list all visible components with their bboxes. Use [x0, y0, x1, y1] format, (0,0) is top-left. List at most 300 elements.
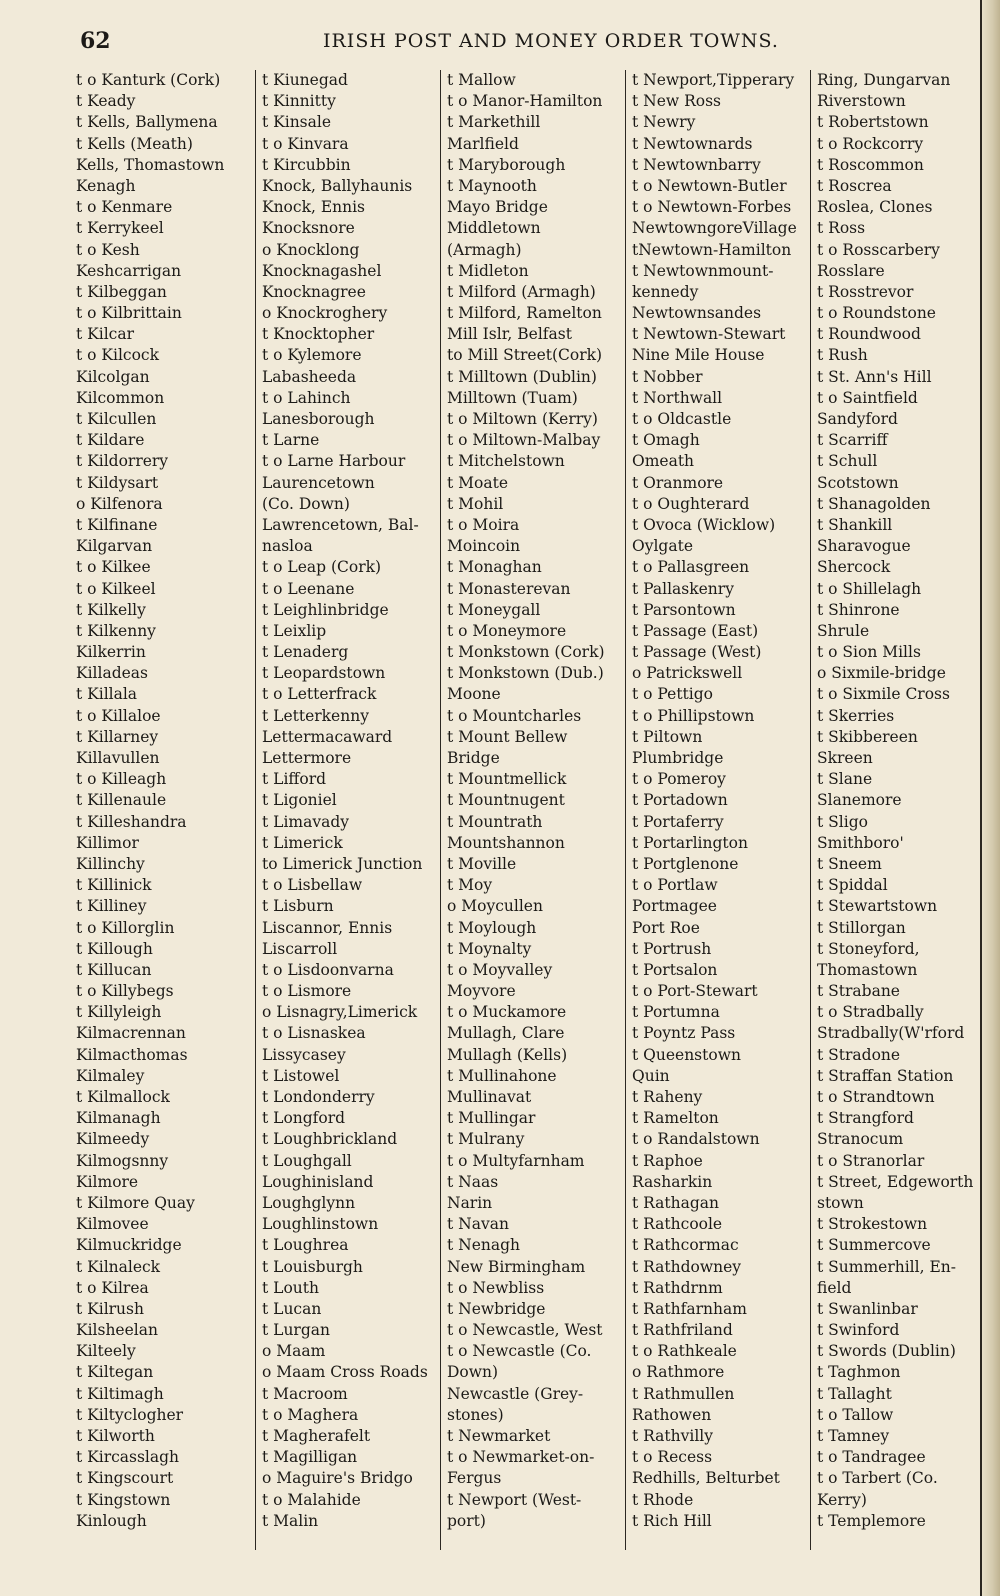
town-entry: t o Malahide: [262, 1490, 361, 1509]
town-entry: Oylgate: [632, 537, 693, 556]
town-entry: Knock, Ballyhaunis: [262, 176, 413, 195]
town-entry: Knock, Ennis: [262, 198, 366, 217]
town-entry: Liscarroll: [262, 939, 338, 958]
town-entry: t Monkstown (Dub.): [447, 664, 604, 683]
town-entry: port): [447, 1511, 486, 1530]
town-entry: Mountshannon: [447, 833, 565, 852]
town-entry: t Taghmon: [817, 1363, 901, 1382]
town-entry: t Roundwood: [817, 325, 921, 344]
town-entry: t Kildare: [76, 431, 145, 450]
town-entry: t o Phillipstown: [632, 706, 755, 725]
town-entry: o Sixmile-bridge: [817, 664, 946, 683]
town-entry: t Kiltyclogher: [76, 1405, 184, 1424]
town-entry: t o Muckamore: [447, 1003, 567, 1022]
town-entry: t o Tallow: [817, 1405, 894, 1424]
town-entry: t Skerries: [817, 706, 895, 725]
town-entry: t Templemore: [817, 1511, 926, 1530]
column-1: [70, 70, 255, 1550]
town-entry: t Roscrea: [817, 176, 892, 195]
town-entry: t o Newtown-Forbes: [632, 198, 792, 217]
town-entry: t o Kilcock: [76, 346, 159, 365]
town-entry: t Nenagh: [447, 1236, 521, 1255]
town-entry: t Monkstown (Cork): [447, 643, 605, 662]
town-entry: Ring, Dungarvan: [817, 71, 951, 89]
town-entry: t Markethill: [447, 113, 541, 132]
town-entry: t Leixlip: [262, 621, 327, 640]
town-entry: t Kilmore Quay: [76, 1193, 195, 1212]
town-entry: t o Maghera: [262, 1405, 359, 1424]
town-entry: t o Randalstown: [632, 1130, 760, 1149]
town-entry: Roslea, Clones: [817, 198, 933, 217]
town-entry: Labasheeda: [262, 367, 357, 386]
town-entry: t Lenaderg: [262, 643, 349, 662]
town-entry: o Knocklong: [262, 240, 360, 259]
town-entry: Knocknagree: [262, 282, 366, 301]
town-entry: t o Kilrea: [76, 1278, 149, 1297]
town-entry: o Kilfenora: [76, 494, 163, 513]
town-entry: t o Kylemore: [262, 346, 362, 365]
town-entry: Kilmacthomas: [76, 1045, 188, 1064]
column-3: [440, 70, 625, 1550]
town-entry: Lettermacaward: [262, 727, 393, 746]
town-entry: t St. Ann's Hill: [817, 367, 932, 386]
town-entry: t Kells, Ballymena: [76, 113, 218, 132]
town-entry: t Kircasslagh: [76, 1448, 180, 1467]
town-entry: t Sneem: [817, 854, 882, 873]
town-entry: t Shanagolden: [817, 494, 931, 513]
town-entry: t Rathfriland: [632, 1321, 733, 1340]
town-entry: t Kilkenny: [76, 621, 156, 640]
town-entry: t Longford: [262, 1109, 346, 1128]
town-entry: t Nobber: [632, 367, 703, 386]
town-entry: to Mill Street(Cork): [447, 346, 603, 365]
town-entry: Shercock: [817, 558, 891, 577]
town-entry: Shrule: [817, 621, 870, 640]
town-entry: t o Shillelagh: [817, 579, 922, 598]
town-entry: t Newport (West-: [447, 1490, 582, 1509]
town-entry: Sandyford: [817, 410, 898, 428]
town-entry: t Kilmallock: [76, 1088, 170, 1106]
town-entry: Rosslare: [817, 261, 885, 280]
town-entry: t Stradone: [817, 1045, 901, 1064]
town-entry: Kilmovee: [76, 1215, 149, 1234]
town-entry: Stranocum: [817, 1130, 904, 1149]
town-entry: Omeath: [632, 452, 695, 471]
town-entry: t Monasterevan: [447, 579, 571, 598]
town-entry: t Stillorgan: [817, 918, 906, 937]
town-entry: t Shinrone: [817, 600, 900, 619]
town-entry: t Loughgall: [262, 1151, 352, 1170]
town-entry: t New Ross: [632, 92, 721, 111]
town-entry: t o Larne Harbour: [262, 452, 406, 471]
town-entry: Rathowen: [632, 1405, 712, 1424]
town-entry: t Lucan: [262, 1299, 322, 1318]
town-entry: stones): [447, 1405, 504, 1424]
town-entry: t Lifford: [262, 770, 327, 789]
town-entry: t Moate: [447, 473, 509, 492]
town-entry: t Malin: [262, 1511, 319, 1530]
town-entry: t Killeshandra: [76, 812, 187, 831]
town-entry: t Rosstrevor: [817, 282, 914, 301]
town-entry: t Rathmullen: [632, 1384, 735, 1403]
town-entry: t o Leap (Cork): [262, 558, 382, 577]
town-entry: Stradbally(W'rford: [817, 1024, 965, 1043]
town-entry: Kilgarvan: [76, 537, 153, 556]
town-entry: Lissycasey: [262, 1045, 346, 1064]
town-entry: t o Moira: [447, 515, 520, 534]
town-entry: t o Saintfield: [817, 388, 918, 407]
town-entry: t Kildysart: [76, 473, 159, 492]
town-entry: t Magherafelt: [262, 1427, 371, 1445]
town-entry: t Navan: [447, 1215, 509, 1234]
town-entry: t Strabane: [817, 982, 900, 1001]
town-entry: t Tallaght: [817, 1384, 892, 1403]
town-entry: Slanemore: [817, 791, 902, 810]
town-entry: t Rich Hill: [632, 1511, 712, 1530]
town-entry: Moincoin: [447, 537, 521, 556]
town-entry: Middletown: [447, 219, 541, 238]
town-entry: t Swanlinbar: [817, 1299, 918, 1318]
town-entry: t Mountrath: [447, 812, 543, 831]
town-entry: Rasharkin: [632, 1172, 713, 1191]
town-entry: t Portsalon: [632, 960, 718, 979]
town-entry: t Mountmellick: [447, 770, 567, 789]
town-entry: t Killarney: [76, 727, 159, 746]
town-entry: Knocksnore: [262, 219, 355, 238]
town-entry: Moyvore: [447, 982, 516, 1001]
town-entry: t Raheny: [632, 1088, 703, 1106]
town-entry: t Straffan Station: [817, 1066, 954, 1085]
town-entry: t Ligoniel: [262, 791, 337, 810]
town-entry: t Rathvilly: [632, 1427, 714, 1445]
town-entry: t Loughrea: [262, 1236, 349, 1255]
town-entry: t Mallow: [447, 71, 516, 89]
town-entry: Plumbridge: [632, 749, 724, 767]
town-entry: t Swinford: [817, 1321, 900, 1340]
town-entry: Kilcommon: [76, 388, 165, 407]
town-entry: Milltown (Tuam): [447, 388, 578, 407]
town-entry: t Newtownbarry: [632, 155, 761, 174]
town-entry: t Killiney: [76, 897, 147, 916]
town-entry: Newtownsandes: [632, 304, 762, 323]
town-entry: Killimor: [76, 833, 139, 852]
town-entry: o Maam: [262, 1342, 326, 1361]
town-entry: t o Strandtown: [817, 1088, 935, 1106]
town-entry: Kilsheelan: [76, 1321, 158, 1340]
column-5: [810, 70, 975, 1550]
town-entry: o Maam Cross Roads: [262, 1363, 428, 1382]
town-entry: t Swords (Dublin): [817, 1342, 956, 1361]
page-edge: [980, 0, 1000, 1596]
town-entry: stown: [817, 1193, 864, 1212]
town-entry: t Louth: [262, 1278, 319, 1297]
town-entry: t Roscommon: [817, 155, 924, 174]
town-entry: t o Oughterard: [632, 494, 750, 513]
town-entry: t o Pomeroy: [632, 770, 726, 789]
town-entry: Bridge: [447, 749, 500, 767]
town-entry: t Killucan: [76, 960, 152, 979]
town-entry: t Newtownards: [632, 134, 753, 153]
town-entry: o Rathmore: [632, 1363, 725, 1382]
town-entry: t Louisburgh: [262, 1257, 363, 1276]
town-entry: o Patrickswell: [632, 664, 743, 683]
town-entry: t Knocktopher: [262, 325, 375, 344]
town-entry: Mullagh, Clare: [447, 1024, 565, 1043]
town-entry: Narin: [447, 1193, 493, 1212]
town-entry: Liscannor, Ennis: [262, 918, 393, 937]
town-entry: t o Pallasgreen: [632, 558, 750, 577]
town-entry: Laurencetown: [262, 473, 375, 492]
town-entry: t o Oldcastle: [632, 410, 732, 428]
town-entry: t Kilkelly: [76, 600, 146, 619]
town-entry: t Kilnaleck: [76, 1257, 161, 1276]
town-entry: t Newry: [632, 113, 696, 132]
town-entry: t o Newcastle (Co.: [447, 1342, 592, 1361]
town-entry: o Moycullen: [447, 897, 543, 916]
town-entry: t Keady: [76, 92, 136, 111]
town-entry: t o Stranorlar: [817, 1151, 925, 1170]
town-entry: Kilcolgan: [76, 367, 150, 386]
town-entry: t Rush: [817, 346, 868, 365]
town-entry: Skreen: [817, 749, 873, 767]
town-entry: t Rhode: [632, 1490, 694, 1509]
town-entry: t Limavady: [262, 812, 350, 831]
town-entry: t o Miltown (Kerry): [447, 410, 598, 428]
column-2: [255, 70, 440, 1550]
town-entry: t Moville: [447, 854, 517, 873]
town-entry: t o Kenmare: [76, 198, 173, 217]
town-entry: Kilmogsnny: [76, 1151, 169, 1170]
town-entry: Thomastown: [817, 960, 918, 979]
town-entry: t o Kesh: [76, 240, 140, 259]
town-entry: t Killinick: [76, 876, 152, 895]
town-entry: t Tamney: [817, 1427, 890, 1445]
town-entry: t o Miltown-Malbay: [447, 431, 601, 450]
town-entry: t Strangford: [817, 1109, 914, 1128]
town-entry: Killadeas: [76, 664, 148, 683]
town-entry: t Rathdrnm: [632, 1278, 723, 1297]
town-entry: t Killyleigh: [76, 1003, 162, 1022]
town-entry: t Kingstown: [76, 1490, 171, 1509]
town-entry: Killinchy: [76, 854, 145, 873]
town-entry: t Spiddal: [817, 876, 888, 895]
town-entry: t Milford, Ramelton: [447, 304, 602, 323]
town-entry: t o Newcastle, West: [447, 1321, 603, 1340]
town-entry: t Portarlington: [632, 833, 748, 852]
town-entry: t Kiunegad: [262, 71, 348, 89]
town-entry: t Poyntz Pass: [632, 1024, 736, 1043]
town-entry: t Robertstown: [817, 113, 929, 132]
town-entry: Redhills, Belturbet: [632, 1469, 780, 1488]
town-entry: t Kilbeggan: [76, 282, 167, 301]
town-entry: field: [817, 1278, 852, 1297]
town-entry: t o Lisnaskea: [262, 1024, 366, 1043]
town-entry: t Kinsale: [262, 113, 332, 132]
town-entry: t o Rathkeale: [632, 1342, 737, 1361]
town-entry: Newcastle (Grey-: [447, 1384, 584, 1403]
town-entry: (Co. Down): [262, 494, 350, 513]
town-entry: t Moylough: [447, 918, 537, 937]
town-entry: t Omagh: [632, 431, 700, 450]
town-entry: t Scarriff: [817, 431, 888, 450]
town-entry: t o Kilkee: [76, 558, 151, 577]
town-entry: t o Letterfrack: [262, 685, 377, 704]
town-entry: t Portglenone: [632, 854, 739, 873]
town-entry: kennedy: [632, 282, 699, 301]
town-entry: t Portrush: [632, 939, 712, 958]
town-entry: t o Lahinch: [262, 388, 351, 407]
town-entry: Kilteely: [76, 1342, 136, 1361]
town-entry: t Rathdowney: [632, 1257, 742, 1276]
town-entry: t Newtown-Stewart: [632, 325, 786, 344]
town-entry: Kenagh: [76, 176, 136, 195]
town-entry: t Portumna: [632, 1003, 720, 1022]
town-entry: t o Moneymore: [447, 621, 567, 640]
town-entry: t Leighlinbridge: [262, 600, 389, 619]
town-entry: Down): [447, 1363, 499, 1382]
town-entry: t Mount Bellew: [447, 727, 568, 746]
town-entry: t Raphoe: [632, 1151, 703, 1170]
town-entry: t Sligo: [817, 812, 868, 831]
town-entry: t Rathcoole: [632, 1215, 723, 1234]
town-entry: t o Pettigo: [632, 685, 713, 704]
town-entry: t o Sion Mills: [817, 643, 921, 662]
town-entry: t o Portlaw: [632, 876, 718, 895]
town-entry: t o Lisdoonvarna: [262, 960, 394, 979]
town-entry: Scotstown: [817, 473, 899, 492]
town-entry: t Midleton: [447, 261, 529, 280]
town-entry: t Lisburn: [262, 897, 334, 916]
town-entry: t Rathfarnham: [632, 1299, 747, 1318]
town-entry: t o Multyfarnham: [447, 1151, 585, 1170]
town-entry: Knocknagashel: [262, 261, 382, 280]
town-entry: t Ovoca (Wicklow): [632, 515, 776, 534]
town-entry: t Schull: [817, 452, 878, 471]
town-entry: t Pallaskenry: [632, 579, 734, 598]
town-entry: t Slane: [817, 770, 873, 789]
town-entry: Riverstown: [817, 92, 906, 111]
town-entry: t Letterkenny: [262, 706, 369, 725]
town-entry: t Kiltegan: [76, 1363, 154, 1382]
town-entry: t Oranmore: [632, 473, 724, 492]
town-entry: t Larne: [262, 431, 320, 450]
town-entry: t Summerhill, En-: [817, 1257, 956, 1276]
town-entry: Mullagh (Kells): [447, 1045, 568, 1064]
town-entry: t o Moyvalley: [447, 960, 553, 979]
town-entry: Keshcarrigan: [76, 261, 182, 280]
town-entry: t Listowel: [262, 1066, 340, 1085]
town-entry: Kilkerrin: [76, 643, 146, 662]
town-entry: Port Roe: [632, 918, 700, 937]
town-entry: t Mountnugent: [447, 791, 565, 810]
town-entry: t o Kilkeel: [76, 579, 156, 598]
town-entry: Kilmanagh: [76, 1109, 161, 1128]
town-entry: Kilmacrennan: [76, 1024, 186, 1043]
town-entry: t Kells (Meath): [76, 134, 193, 153]
column-4: [625, 70, 810, 1550]
town-entry: Mill Islr, Belfast: [447, 325, 572, 344]
town-entry: Portmagee: [632, 897, 717, 916]
town-entry: t Portaferry: [632, 812, 724, 831]
town-entry: t Kilcullen: [76, 410, 157, 428]
town-entry: Kinlough: [76, 1511, 147, 1530]
town-entry: t Parsontown: [632, 600, 736, 619]
town-entry: t o Tandragee: [817, 1448, 926, 1467]
town-entry: t o Lisbellaw: [262, 876, 363, 895]
town-entry: t o Newmarket-on-: [447, 1448, 595, 1467]
town-entry: t Summercove: [817, 1236, 931, 1255]
town-entry: t Londonderry: [262, 1088, 375, 1106]
town-entry: Lettermore: [262, 749, 352, 767]
town-entry: t Shankill: [817, 515, 893, 534]
town-entry: t Magilligan: [262, 1448, 358, 1467]
town-entry: t Kircubbin: [262, 155, 351, 174]
town-entry: t o Rosscarbery: [817, 240, 940, 259]
town-entry: t Mulrany: [447, 1130, 525, 1149]
town-entry: t Street, Edgeworth: [817, 1172, 974, 1191]
town-entry: t o Leenane: [262, 579, 355, 598]
town-entry: t Portadown: [632, 791, 728, 810]
town-entry: t o Kilbrittain: [76, 304, 182, 323]
town-entry: t Mitchelstown: [447, 452, 565, 471]
town-entry: Loughinisland: [262, 1172, 374, 1191]
town-entry: t Skibbereen: [817, 727, 918, 746]
town-entry: t o Tarbert (Co.: [817, 1469, 938, 1488]
town-entry: Kilmuckridge: [76, 1236, 182, 1255]
town-entry: t Moneygall: [447, 600, 541, 619]
town-entry: t Stewartstown: [817, 897, 938, 916]
town-entry: t Mullinahone: [447, 1066, 557, 1085]
town-entry: t Kilworth: [76, 1427, 155, 1445]
town-entry: Loughlinstown: [262, 1215, 379, 1234]
town-entry: Kerry): [817, 1490, 867, 1509]
town-entry: t o Kanturk (Cork): [76, 71, 221, 89]
town-entry: t Ramelton: [632, 1109, 719, 1128]
town-entry: t Northwall: [632, 388, 723, 407]
town-entry: t o Killorglin: [76, 918, 175, 937]
town-entry: Moone: [447, 685, 501, 704]
town-entry: t Killenaule: [76, 791, 167, 810]
page-header: [78, 28, 968, 58]
town-entry: Smithboro': [817, 833, 904, 852]
town-entry: Kells, Thomastown: [76, 155, 225, 174]
town-entry: t Kingscourt: [76, 1469, 174, 1488]
town-entry: t Rathagan: [632, 1193, 720, 1212]
town-entry: t Milford (Armagh): [447, 282, 596, 301]
town-entry: o Knockroghery: [262, 304, 388, 323]
town-entry: Kilmeedy: [76, 1130, 150, 1149]
town-entry: (Armagh): [447, 240, 522, 259]
town-entry: Fergus: [447, 1469, 502, 1488]
town-entry: Quin: [632, 1066, 670, 1085]
town-entry: tNewtown-Hamilton: [632, 240, 792, 259]
town-entry: t Passage (West): [632, 643, 762, 662]
town-entry: Killavullen: [76, 749, 160, 767]
town-entry: t Killala: [76, 685, 138, 704]
town-entry: t o Mountcharles: [447, 706, 582, 725]
town-entry: Mullinavat: [447, 1088, 532, 1106]
town-entry: t Limerick: [262, 833, 343, 852]
town-entry: t Kiltimagh: [76, 1384, 164, 1403]
town-entry: t Kilcar: [76, 325, 134, 344]
town-entry: t Piltown: [632, 727, 703, 746]
town-list: [70, 70, 975, 1560]
town-entry: t Milltown (Dublin): [447, 367, 597, 386]
town-entry: t o Kinvara: [262, 134, 349, 153]
town-entry: o Maguire's Bridgo: [262, 1469, 413, 1488]
town-entry: t Moy: [447, 876, 493, 895]
town-entry: nasloa: [262, 537, 313, 556]
